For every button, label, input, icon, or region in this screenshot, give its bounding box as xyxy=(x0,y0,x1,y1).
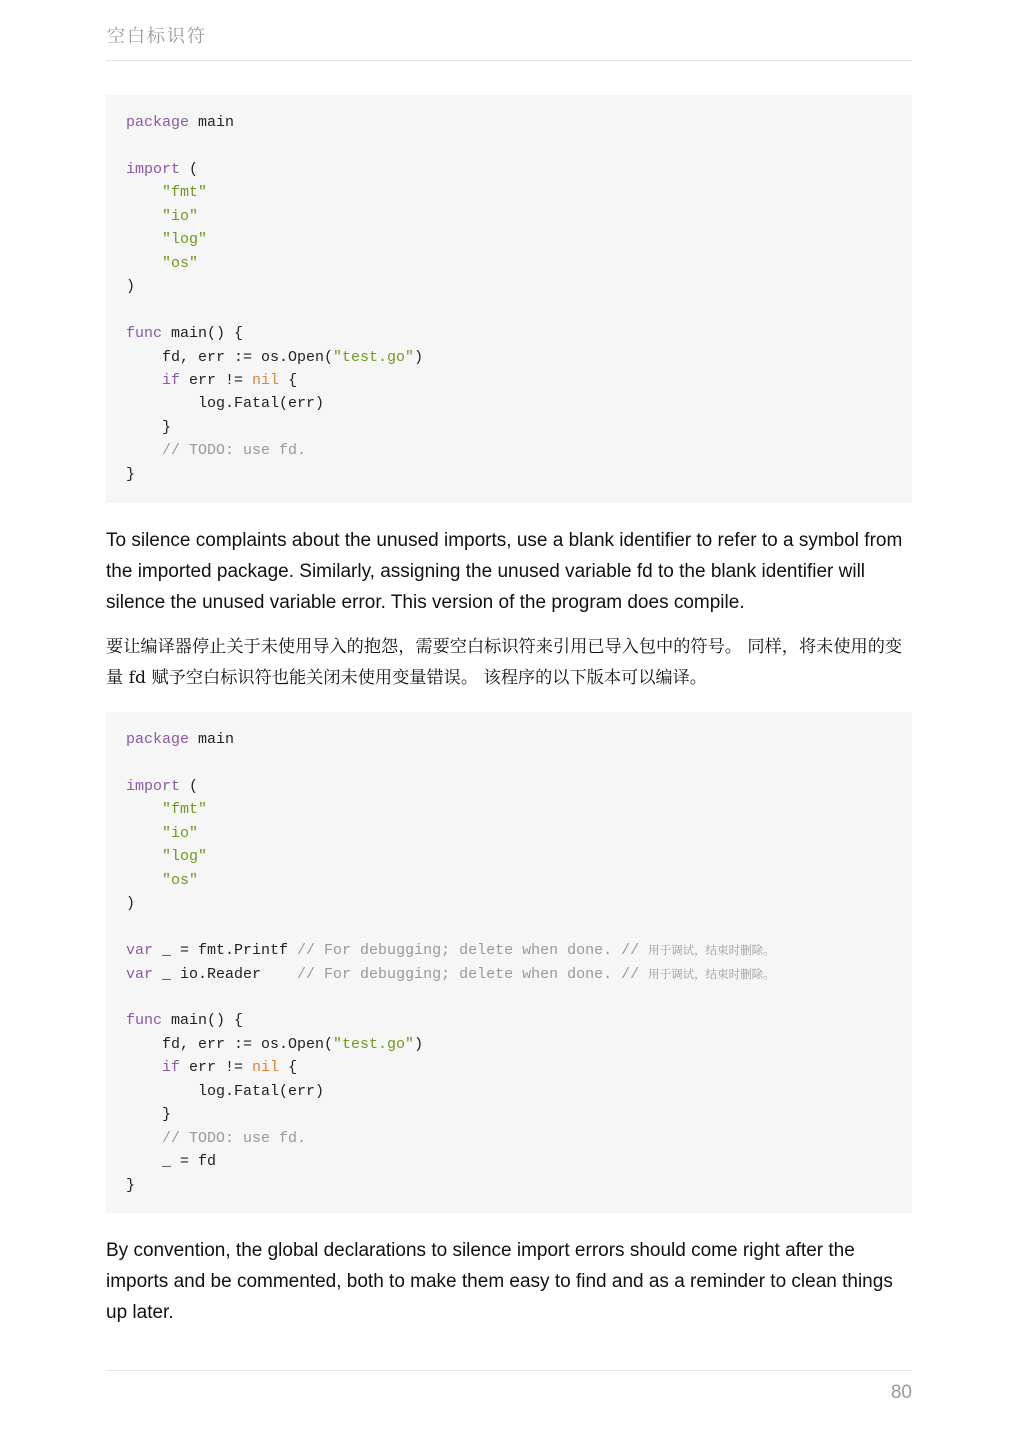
code-block-compiling-version xyxy=(106,712,912,1213)
code-token xyxy=(126,208,162,225)
code-token: func xyxy=(126,1012,163,1030)
code-token: ) xyxy=(126,895,136,913)
code-token: main() { xyxy=(162,1012,244,1030)
code-token: log.Fatal(err) xyxy=(126,395,325,413)
code-line xyxy=(126,825,198,842)
code-line xyxy=(126,395,324,412)
code-token: _ io.Reader xyxy=(153,965,298,983)
code-token: "os" xyxy=(162,871,199,889)
paragraph-blank-identifier-en: To silence complaints about the unused imports, use a blank identifier to refer to a symbol from the imported package. Similarly, assigning the unused variable fd to the blank identifier will silence the unused variable error. This version of the program does compile. xyxy=(106,530,903,613)
code-line xyxy=(126,442,306,459)
code-token xyxy=(126,184,162,201)
code-line xyxy=(126,966,775,983)
code-line xyxy=(126,848,207,865)
code-line xyxy=(126,114,234,131)
code-token xyxy=(126,442,162,459)
code-line xyxy=(126,466,135,483)
code-token: "log" xyxy=(162,231,208,249)
code-token: fd, err := os.Open( xyxy=(126,1035,334,1053)
code-line xyxy=(126,1106,171,1123)
code-token: { xyxy=(279,371,298,389)
code-line xyxy=(126,942,775,959)
code-token: _ = fd xyxy=(126,1153,217,1171)
code-token: { xyxy=(279,1059,298,1077)
code-line xyxy=(126,1153,216,1170)
code-token: ) xyxy=(414,1035,424,1053)
code-line xyxy=(126,801,207,818)
code-line xyxy=(126,419,171,436)
code-token: "os" xyxy=(162,254,199,272)
code-token: fd, err := os.Open( xyxy=(126,348,334,366)
paragraph-convention: By convention, the global declarations to silence import errors should come right after the imports and be commented, both to make them easy to find and as a reminder to clean things up later. xyxy=(106,1240,893,1323)
code-token: 用于调试，结束时删除。 xyxy=(648,966,775,981)
code-token: ( xyxy=(180,777,199,795)
code-line xyxy=(126,1130,306,1147)
code-token xyxy=(126,1059,162,1076)
code-line xyxy=(126,872,198,889)
code-token: 用于调试，结束时删除。 xyxy=(648,943,775,958)
code-line xyxy=(126,778,198,795)
code-token: main() { xyxy=(162,325,244,343)
code-token: "test.go" xyxy=(333,348,415,366)
code-token xyxy=(126,825,162,842)
code-token: main xyxy=(189,114,235,131)
code-token: package xyxy=(126,114,190,131)
code-token: import xyxy=(126,777,181,795)
code-line xyxy=(126,372,297,389)
code-line xyxy=(126,208,198,225)
code-token: import xyxy=(126,160,181,178)
code-token: } xyxy=(126,465,136,483)
code-token: package xyxy=(126,731,190,748)
code-token: _ = fmt.Printf xyxy=(153,942,298,960)
header-divider xyxy=(106,60,912,61)
code-token: // For debugging; delete when done. // xyxy=(297,942,649,960)
code-line xyxy=(126,161,198,178)
code-token: // TODO: use fd. xyxy=(162,1129,307,1147)
code-token: var xyxy=(126,942,154,960)
code-token: main xyxy=(189,731,235,748)
code-token: "io" xyxy=(162,824,199,842)
code-line xyxy=(126,255,198,272)
code-token: // For debugging; delete when done. // xyxy=(297,965,649,983)
code-line xyxy=(126,184,207,201)
code-token: ( xyxy=(180,160,199,178)
code-line xyxy=(126,278,135,295)
code-token: func xyxy=(126,325,163,343)
code-token: log.Fatal(err) xyxy=(126,1082,325,1100)
code-token: if xyxy=(162,371,181,389)
code-token: } xyxy=(126,1176,136,1194)
code-token xyxy=(126,372,162,389)
code-token: var xyxy=(126,965,154,983)
code-token: ) xyxy=(414,348,424,366)
code-token: nil xyxy=(252,371,280,389)
code-line xyxy=(126,895,135,912)
code-line xyxy=(126,349,423,366)
footer-divider xyxy=(106,1370,912,1371)
page-number: 80 xyxy=(890,1382,912,1403)
code-token: } xyxy=(126,418,172,436)
code-token: // TODO: use fd. xyxy=(162,442,307,460)
code-token: "fmt" xyxy=(162,801,208,819)
code-line xyxy=(126,1059,297,1076)
code-line xyxy=(126,1177,135,1194)
code-line xyxy=(126,1083,324,1100)
code-line xyxy=(126,231,207,248)
code-token xyxy=(126,231,162,248)
code-token xyxy=(126,801,162,818)
code-token: "test.go" xyxy=(333,1035,415,1053)
code-line xyxy=(126,1012,243,1029)
code-token: "io" xyxy=(162,207,199,225)
code-line xyxy=(126,325,243,342)
code-line xyxy=(126,1036,423,1053)
code-token: } xyxy=(126,1106,172,1124)
paragraph-blank-identifier-cn: 要让编译器停止关于未使用导入的抱怨，需要空白标识符来引用已导入包中的符号。 同样，将未使用的变量 fd 赋予空白标识符也能关闭未使用变量错误。 该程序的以下版本可以编译。 xyxy=(106,637,903,688)
running-header-title: 空白标识符 xyxy=(107,26,207,47)
code-token xyxy=(126,255,162,272)
code-token: err != xyxy=(180,1059,253,1077)
code-token xyxy=(126,848,162,865)
code-token xyxy=(126,872,162,889)
code-token: ) xyxy=(126,278,136,296)
code-token: "log" xyxy=(162,848,208,866)
code-token: err != xyxy=(180,371,253,389)
code-block-unused-imports xyxy=(106,95,912,503)
code-token: nil xyxy=(252,1059,280,1077)
code-token: "fmt" xyxy=(162,184,208,202)
code-token xyxy=(126,1130,162,1147)
code-line xyxy=(126,731,234,748)
code-token: if xyxy=(162,1059,181,1077)
